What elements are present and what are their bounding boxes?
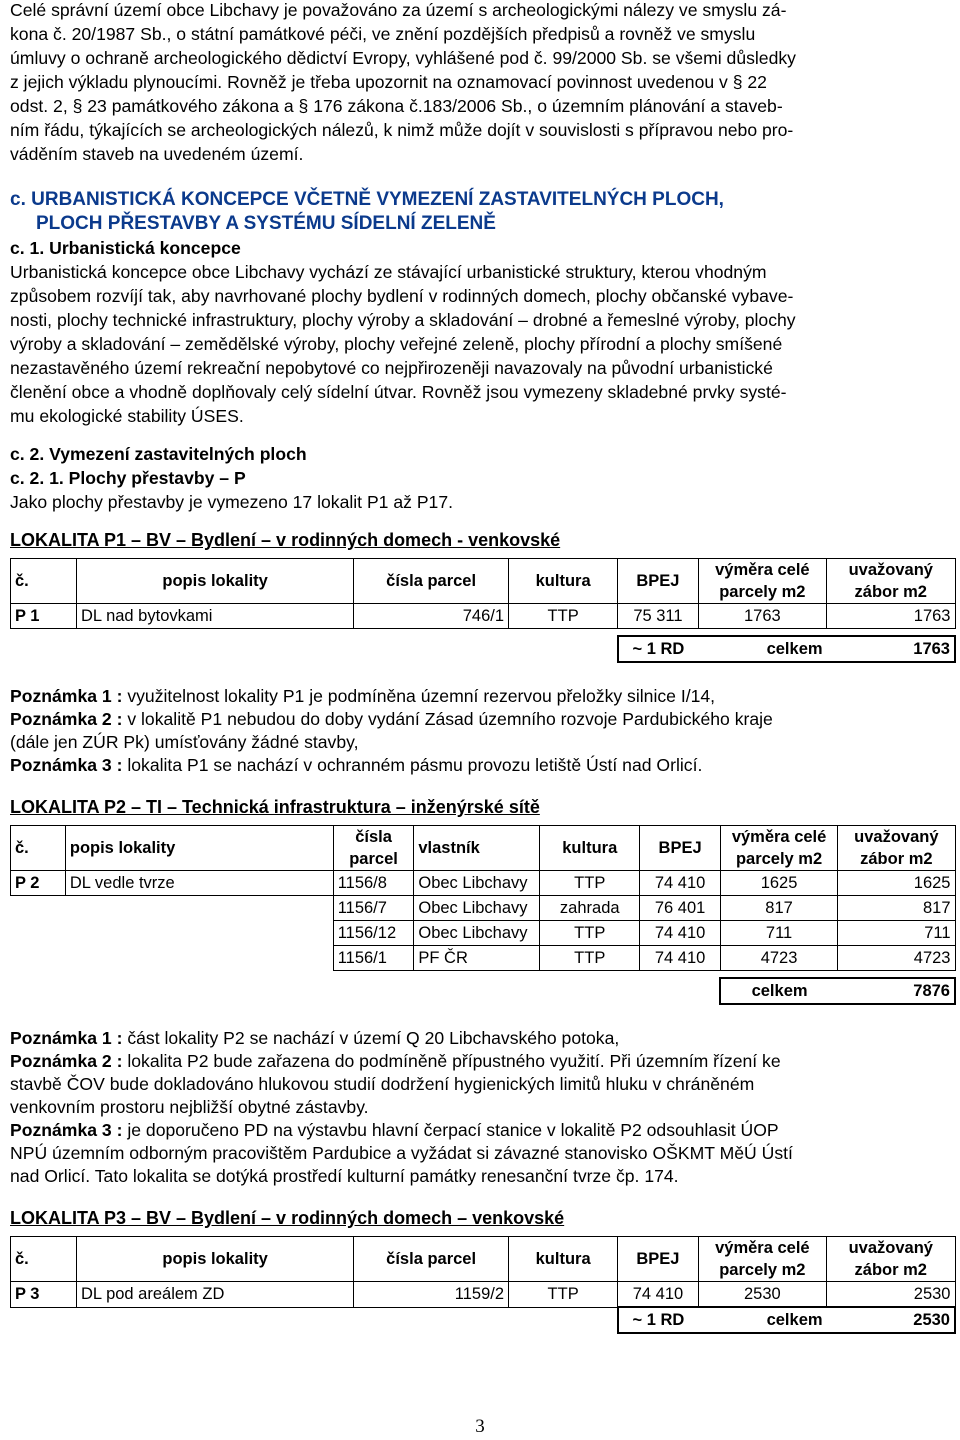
paragraph-line: nezastavěného území rekreační nepobytové co nejpřirozeněji navazovaly na původní urbanistické <box>10 358 773 378</box>
urban-concept-paragraph <box>10 260 954 428</box>
sum-cell: 7876 <box>838 978 955 1004</box>
intro-line: ním řádu, týkajících se archeologických nálezů, k nimž může dojít v souvislosti s přípravou nebo pro- <box>10 120 794 140</box>
table-cell: 2530 <box>698 1282 826 1308</box>
subheading-c21: c. 2. 1. Plochy přestavby – P <box>10 468 246 488</box>
table-row <box>11 921 956 946</box>
header-cell: uvažovaný zábor m2 <box>838 826 955 871</box>
sum-cell: ~ 1 RD <box>618 1307 698 1333</box>
header-cell: vlastník <box>414 826 540 871</box>
note-text: stavbě ČOV bude dokladováno hlukovou studií dodržení hygienických limitů hluku v chráněném <box>10 1074 755 1094</box>
header-cell: BPEJ <box>618 1237 698 1282</box>
table-cell: 2530 <box>827 1282 955 1308</box>
note-text: využitelnost lokality P1 je podmíněna územní rezervou přeložky silnice I/14, <box>122 686 716 706</box>
table-cell: 817 <box>720 896 837 921</box>
sum-cell: celkem <box>698 1307 826 1333</box>
note-text: v lokalitě P1 nebudou do doby vydání Zásad územního rozvoje Pardubického kraje <box>122 709 773 729</box>
table-cell: 1625 <box>720 871 837 896</box>
note-label: Poznámka 1 : <box>10 686 123 706</box>
header-cell: uvažovaný zábor m2 <box>827 1237 955 1282</box>
note-line <box>10 1050 954 1073</box>
sum-cell: celkem <box>720 978 837 1004</box>
table-row <box>11 1282 956 1308</box>
paragraph-line: Urbanistická koncepce obce Libchavy vychází ze stávající urbanistické struktury, kterou vhodným <box>10 262 767 282</box>
page-number: 3 <box>475 1416 485 1437</box>
table-cell: PF ČR <box>414 946 540 971</box>
table-cell: 1763 <box>827 604 955 629</box>
table-cell: 4723 <box>838 946 955 971</box>
lokalita-p1-title: LOKALITA P1 – BV – Bydlení – v rodinných domech - venkovské <box>10 530 561 550</box>
note-text: NPÚ územním odborným pracovištěm Pardubice a vyžádat si závazné stanovisko OŠKMT MěÚ Ústí <box>10 1143 793 1163</box>
table-cell: 1156/8 <box>333 871 414 896</box>
table-cell: Obec Libchavy <box>414 871 540 896</box>
note-text: je doporučeno PD na výstavbu hlavní čerpací stanice v lokalitě P2 odsouhlasit ÚOP <box>122 1120 779 1140</box>
table-cell: DL pod areálem ZD <box>77 1282 354 1308</box>
lokalita-p1-table <box>10 558 956 663</box>
header-cell: čísla parcel <box>354 1237 509 1282</box>
table-cell: Obec Libchavy <box>414 921 540 946</box>
note-line <box>10 1073 954 1096</box>
note-line <box>10 1165 954 1188</box>
document-page <box>10 0 954 1334</box>
note-label: Poznámka 2 : <box>10 1051 123 1071</box>
intro-line: Celé správní území obce Libchavy je považováno za území s archeologickými nálezy ve smyslu zá- <box>10 0 787 20</box>
sum-cell: 2530 <box>827 1307 955 1333</box>
table-cell: 74 410 <box>640 921 721 946</box>
header-cell: popis lokality <box>77 559 354 604</box>
table-cell: 74 410 <box>640 871 721 896</box>
header-cell: popis lokality <box>77 1237 354 1282</box>
intro-paragraph <box>10 0 954 166</box>
sum-cell: celkem <box>698 636 826 662</box>
table-header-row <box>11 826 956 871</box>
table-cell: TTP <box>509 604 618 629</box>
paragraph-line: výroby a skladování – zemědělské výroby, plochy veřejné zeleně, plochy přírodní a plochy smíšené <box>10 334 783 354</box>
table-cell: 1763 <box>698 604 826 629</box>
header-cell: č. <box>11 1237 77 1282</box>
header-cell: č. <box>11 826 66 871</box>
note-line <box>10 708 954 731</box>
note-line <box>10 731 954 754</box>
intro-line: úmluvy o ochraně archeologického dědictví Evropy, vyhlášené pod č. 99/2000 Sb. se všemi důsledky <box>10 48 796 68</box>
table-cell: 4723 <box>720 946 837 971</box>
table-cell: 1156/12 <box>333 921 414 946</box>
intro-line: váděním staveb na uvedeném území. <box>10 144 304 164</box>
table-cell: 75 311 <box>618 604 698 629</box>
subheading-c1: c. 1. Urbanistická koncepce <box>10 238 241 258</box>
paragraph-line: členění obce a vhodně doplňovaly celý sídelní útvar. Rovněž jsou vymezeny skladebné prvky systé- <box>10 382 787 402</box>
table-cell: 1159/2 <box>354 1282 509 1308</box>
table-cell: 1156/1 <box>333 946 414 971</box>
header-cell: kultura <box>509 1237 618 1282</box>
note-text: (dále jen ZÚR Pk) umísťovány žádné stavby, <box>10 732 359 752</box>
paragraph-line: mu ekologické stability ÚSES. <box>10 406 244 426</box>
table-cell: Obec Libchavy <box>414 896 540 921</box>
intro-line: kona č. 20/1987 Sb., o státní památkové péči, ve znění pozdějších předpisů a rovněž ve smyslu <box>10 24 756 44</box>
section-heading-line1: c. URBANISTICKÁ KONCEPCE VČETNĚ VYMEZENÍ ZASTAVITELNÝCH PLOCH, <box>10 189 724 210</box>
note-text: lokalita P2 bude zařazena do podmíněně přípustného využití. Při územním řízení ke <box>122 1051 781 1071</box>
lokalita-p3-title: LOKALITA P3 – BV – Bydlení – v rodinných domech – venkovské <box>10 1208 565 1228</box>
header-cell: výměra celé parcely m2 <box>720 826 837 871</box>
sum-cell: ~ 1 RD <box>618 636 698 662</box>
table-header-row <box>11 1237 956 1282</box>
table-cell: P 2 <box>11 871 66 896</box>
note-text: část lokality P2 se nachází v území Q 20 Libchavského potoka, <box>122 1028 620 1048</box>
table-cell: TTP <box>540 871 640 896</box>
table-cell: 1625 <box>838 871 955 896</box>
lokalita-p2-notes <box>10 1027 954 1188</box>
table-cell: zahrada <box>540 896 640 921</box>
note-line <box>10 1096 954 1119</box>
table-row <box>11 604 956 629</box>
table-cell: DL vedle tvrze <box>65 871 333 896</box>
table-row <box>11 871 956 896</box>
table-cell: TTP <box>540 921 640 946</box>
header-cell: čísla parcel <box>354 559 509 604</box>
intro-line: odst. 2, § 23 památkového zákona a § 176 zákona č.183/2006 Sb., o územním plánování a staveb- <box>10 96 783 116</box>
table-cell: DL nad bytovkami <box>77 604 354 629</box>
header-cell: BPEJ <box>618 559 698 604</box>
table-cell: 711 <box>720 921 837 946</box>
lokalita-p3-table <box>10 1236 956 1334</box>
sum-cell: 1763 <box>827 636 955 662</box>
intro-line: z jejich výkladu plynoucími. Rovněž je třeba upozornit na oznamovací povinnost uvedenou v § 22 <box>10 72 767 92</box>
table-header-row <box>11 559 956 604</box>
table-cell: P 1 <box>11 604 77 629</box>
header-cell: uvažovaný zábor m2 <box>827 559 955 604</box>
note-text: nad Orlicí. Tato lokalita se dotýká prostředí kulturní památky renesanční tvrze čp. 174. <box>10 1166 679 1186</box>
header-cell: kultura <box>509 559 618 604</box>
note-label: Poznámka 3 : <box>10 1120 123 1140</box>
table-sum-row <box>11 978 956 1004</box>
table-cell: 74 410 <box>618 1282 698 1308</box>
note-line <box>10 1142 954 1165</box>
table-cell: P 3 <box>11 1282 77 1308</box>
note-text: venkovním prostoru nejbližší obytné zástavby. <box>10 1097 369 1117</box>
table-cell: 76 401 <box>640 896 721 921</box>
table-cell: 1156/7 <box>333 896 414 921</box>
table-sum-row <box>11 1307 956 1333</box>
table-row <box>11 946 956 971</box>
section-heading-line2: PLOCH PŘESTAVBY A SYSTÉMU SÍDELNÍ ZELENĚ <box>36 213 496 234</box>
paragraph-line: nosti, plochy technické infrastruktury, plochy výroby a skladování – drobné a řemeslné výroby, plochy <box>10 310 796 330</box>
note-label: Poznámka 1 : <box>10 1028 123 1048</box>
table-cell: 746/1 <box>354 604 509 629</box>
note-label: Poznámka 2 : <box>10 709 123 729</box>
table-cell: 711 <box>838 921 955 946</box>
header-cell: čísla parcel <box>333 826 414 871</box>
table-cell: 74 410 <box>640 946 721 971</box>
note-line <box>10 754 954 777</box>
note-line <box>10 1027 954 1050</box>
note-line <box>10 1119 954 1142</box>
header-cell: výměra celé parcely m2 <box>698 1237 826 1282</box>
header-cell: popis lokality <box>65 826 333 871</box>
subheading-c2: c. 2. Vymezení zastavitelných ploch <box>10 444 307 464</box>
lokalita-p1-notes <box>10 685 954 777</box>
note-text: lokalita P1 se nachází v ochranném pásmu provozu letiště Ústí nad Orlicí. <box>122 755 703 775</box>
table-cell: 817 <box>838 896 955 921</box>
table-row <box>11 896 956 921</box>
table-cell: TTP <box>509 1282 618 1308</box>
paragraph-line: způsobem rozvíjí tak, aby navrhované plochy bydlení v rodinných domech, plochy občanské vybave- <box>10 286 794 306</box>
lokalita-p2-table <box>10 825 956 1005</box>
section-heading <box>10 188 954 236</box>
subheading-c21-text: Jako plochy přestavby je vymezeno 17 lokalit P1 až P17. <box>10 492 454 512</box>
header-cell: č. <box>11 559 77 604</box>
header-cell: BPEJ <box>640 826 721 871</box>
lokalita-p2-title: LOKALITA P2 – TI – Technická infrastruktura – inženýrské sítě <box>10 797 540 817</box>
header-cell: výměra celé parcely m2 <box>698 559 826 604</box>
note-line <box>10 685 954 708</box>
note-label: Poznámka 3 : <box>10 755 123 775</box>
table-sum-row <box>11 636 956 662</box>
table-cell: TTP <box>540 946 640 971</box>
header-cell: kultura <box>540 826 640 871</box>
